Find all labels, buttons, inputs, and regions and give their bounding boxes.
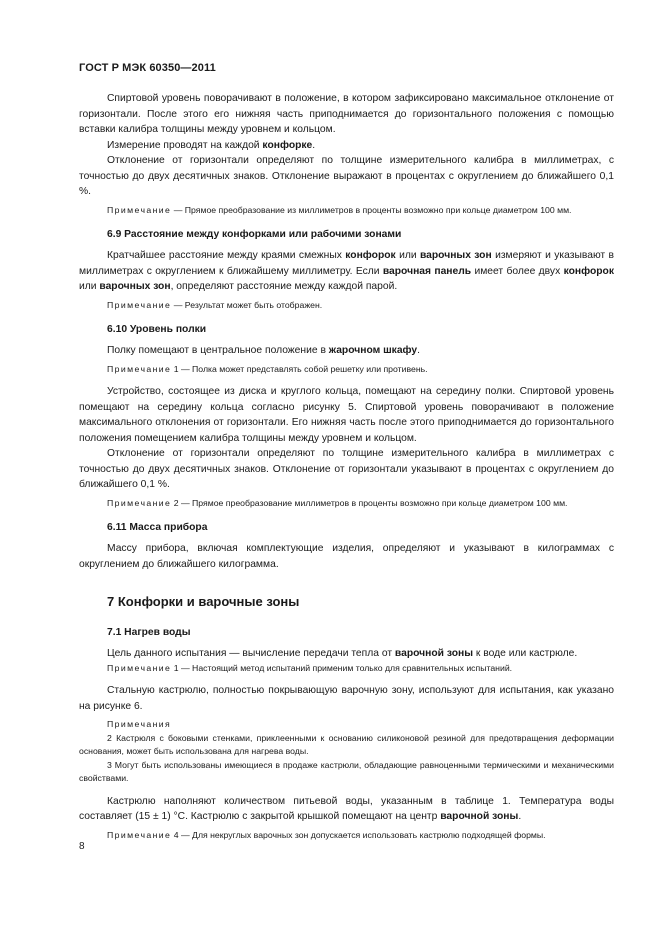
term: варочной зоны [394, 648, 474, 659]
page-header: ГОСТ Р МЭК 60350—2011 [79, 62, 216, 74]
page-content [79, 91, 614, 842]
chapter-heading: 7 Конфорки и варочные зоны [107, 594, 300, 609]
note-label: Примечание [107, 497, 172, 508]
paragraph: Массу прибора, включая комплектующие изделия, определяют и указывают в килограммах с округлением до ближайшего килограмма. [79, 543, 614, 570]
text: , определяют расстояние между каждой парой. [170, 281, 398, 292]
note: 2 Кастрюля с боковыми стенками, приклеенными к основанию силиконовой резиной для предотвращения деформации основания, может быть использована для нагрева воды. [79, 732, 614, 756]
text: имеет более двух [471, 265, 564, 277]
text: измеряют и указывают в миллиметрах с округлением к ближайшему миллиметру. Если [79, 250, 614, 277]
term: конфорке [262, 139, 313, 151]
page-number: 8 [79, 841, 85, 852]
text: к воде или кастрюле. [473, 648, 578, 659]
text: или [395, 250, 420, 261]
text: или [79, 281, 100, 292]
note [79, 497, 614, 511]
paragraph: Спиртовой уровень поворачивают в положение, в котором зафиксировано максимальное отклонение от горизонтали. После этого его нижняя часть приподнимается до горизонтального положения с помощью вставки калибра толщины между уровнем и кольцом. [79, 93, 614, 135]
paragraph: Устройство, состоящее из диска и круглого кольца, помещают на середину полки. Спиртовой уровень помещают на середину кольца согласно рисунку 5. Спиртовой уровень поворачивают в положение максимального отклонения от горизонтали. Его нижняя часть после этого приподнимается до горизонтального положения помещением калибра толщины между уровнем и кольцом. [79, 386, 614, 444]
note-label: Примечание [107, 829, 172, 840]
section-heading: 6.11 Масса прибора [107, 522, 208, 533]
note-text: — Результат может быть отображен. [171, 299, 323, 310]
note: 3 Могут быть использованы имеющиеся в продаже кастрюли, обладающие равноценными термическими и механическими свойствами. [79, 759, 614, 783]
note [79, 662, 614, 676]
term: варочных зон [99, 281, 171, 292]
note-label: Примечание [107, 204, 172, 215]
text: . [312, 139, 316, 151]
term: конфорок [563, 265, 614, 277]
paragraph [79, 138, 614, 154]
text: . [417, 345, 421, 356]
term: конфорок [345, 250, 396, 261]
term: варочных зон [419, 250, 492, 261]
paragraph: Отклонение от горизонтали определяют по толщине измерительного калибра в миллиметрах, с точностью до двух десятичных знаков. Отклонение выражают в процентах с округлением до ближайшего 0,1 %. [79, 155, 614, 197]
paragraph: Стальную кастрюлю, полностью покрывающую варочную зону, используют для испытания, как указано на рисунке 6. [79, 685, 614, 712]
text: Цель данного испытания — вычисление передачи тепла от [107, 648, 395, 659]
paragraph [79, 343, 614, 359]
note-text: — Прямое преобразование из миллиметров в проценты возможно при кольце диаметром 100 мм. [171, 204, 572, 215]
text: . [518, 811, 522, 822]
text: Кратчайшее расстояние между краями смежных [107, 250, 346, 261]
paragraph: Отклонение от горизонтали определяют по толщине измерительного калибра в миллиметрах с точностью до двух десятичных знаков. Отклонение от горизонтали указывают в процентах с округлением до ближайшего 0,1 %. [79, 448, 614, 490]
note [79, 204, 614, 218]
note-label: Примечания [107, 719, 172, 729]
note-text: 4 — Для некруглых варочных зон допускается использовать кастрюлю подходящей формы. [171, 829, 546, 840]
note [79, 299, 614, 313]
note-label: Примечание [107, 662, 172, 673]
notes-label [79, 718, 614, 732]
text: Полку помещают в центральное положение в [107, 345, 329, 356]
paragraph [79, 794, 614, 825]
paragraph [79, 248, 614, 295]
text: Кастрюлю наполняют количеством питьевой воды, указанным в таблице 1. Температура воды составляет (15 ± 1) °С. Кастрюлю с закрытой крышкой помещают на центр [79, 795, 614, 822]
note-label: Примечание [107, 363, 172, 374]
note-text: 1 — Настоящий метод испытаний применим только для сравнительных испытаний. [171, 662, 513, 673]
note [79, 829, 614, 843]
note-text: 1 — Полка может представлять собой решетку или противень. [171, 363, 428, 374]
term: варочной зоны [440, 811, 519, 822]
text: Измерение проводят на каждой [107, 139, 263, 151]
section-heading: 6.10 Уровень полки [107, 324, 207, 335]
term: жарочном шкафу [328, 345, 418, 356]
paragraph [79, 646, 614, 662]
note-label: Примечание [107, 299, 172, 310]
note-text: 2 — Прямое преобразование миллиметров в проценты возможно при кольце диаметром 100 мм. [171, 497, 568, 508]
note [79, 363, 614, 377]
section-heading: 7.1 Нагрев воды [107, 627, 191, 638]
term: варочная панель [382, 265, 472, 277]
section-heading: 6.9 Расстояние между конфорками или рабочими зонами [107, 229, 402, 240]
